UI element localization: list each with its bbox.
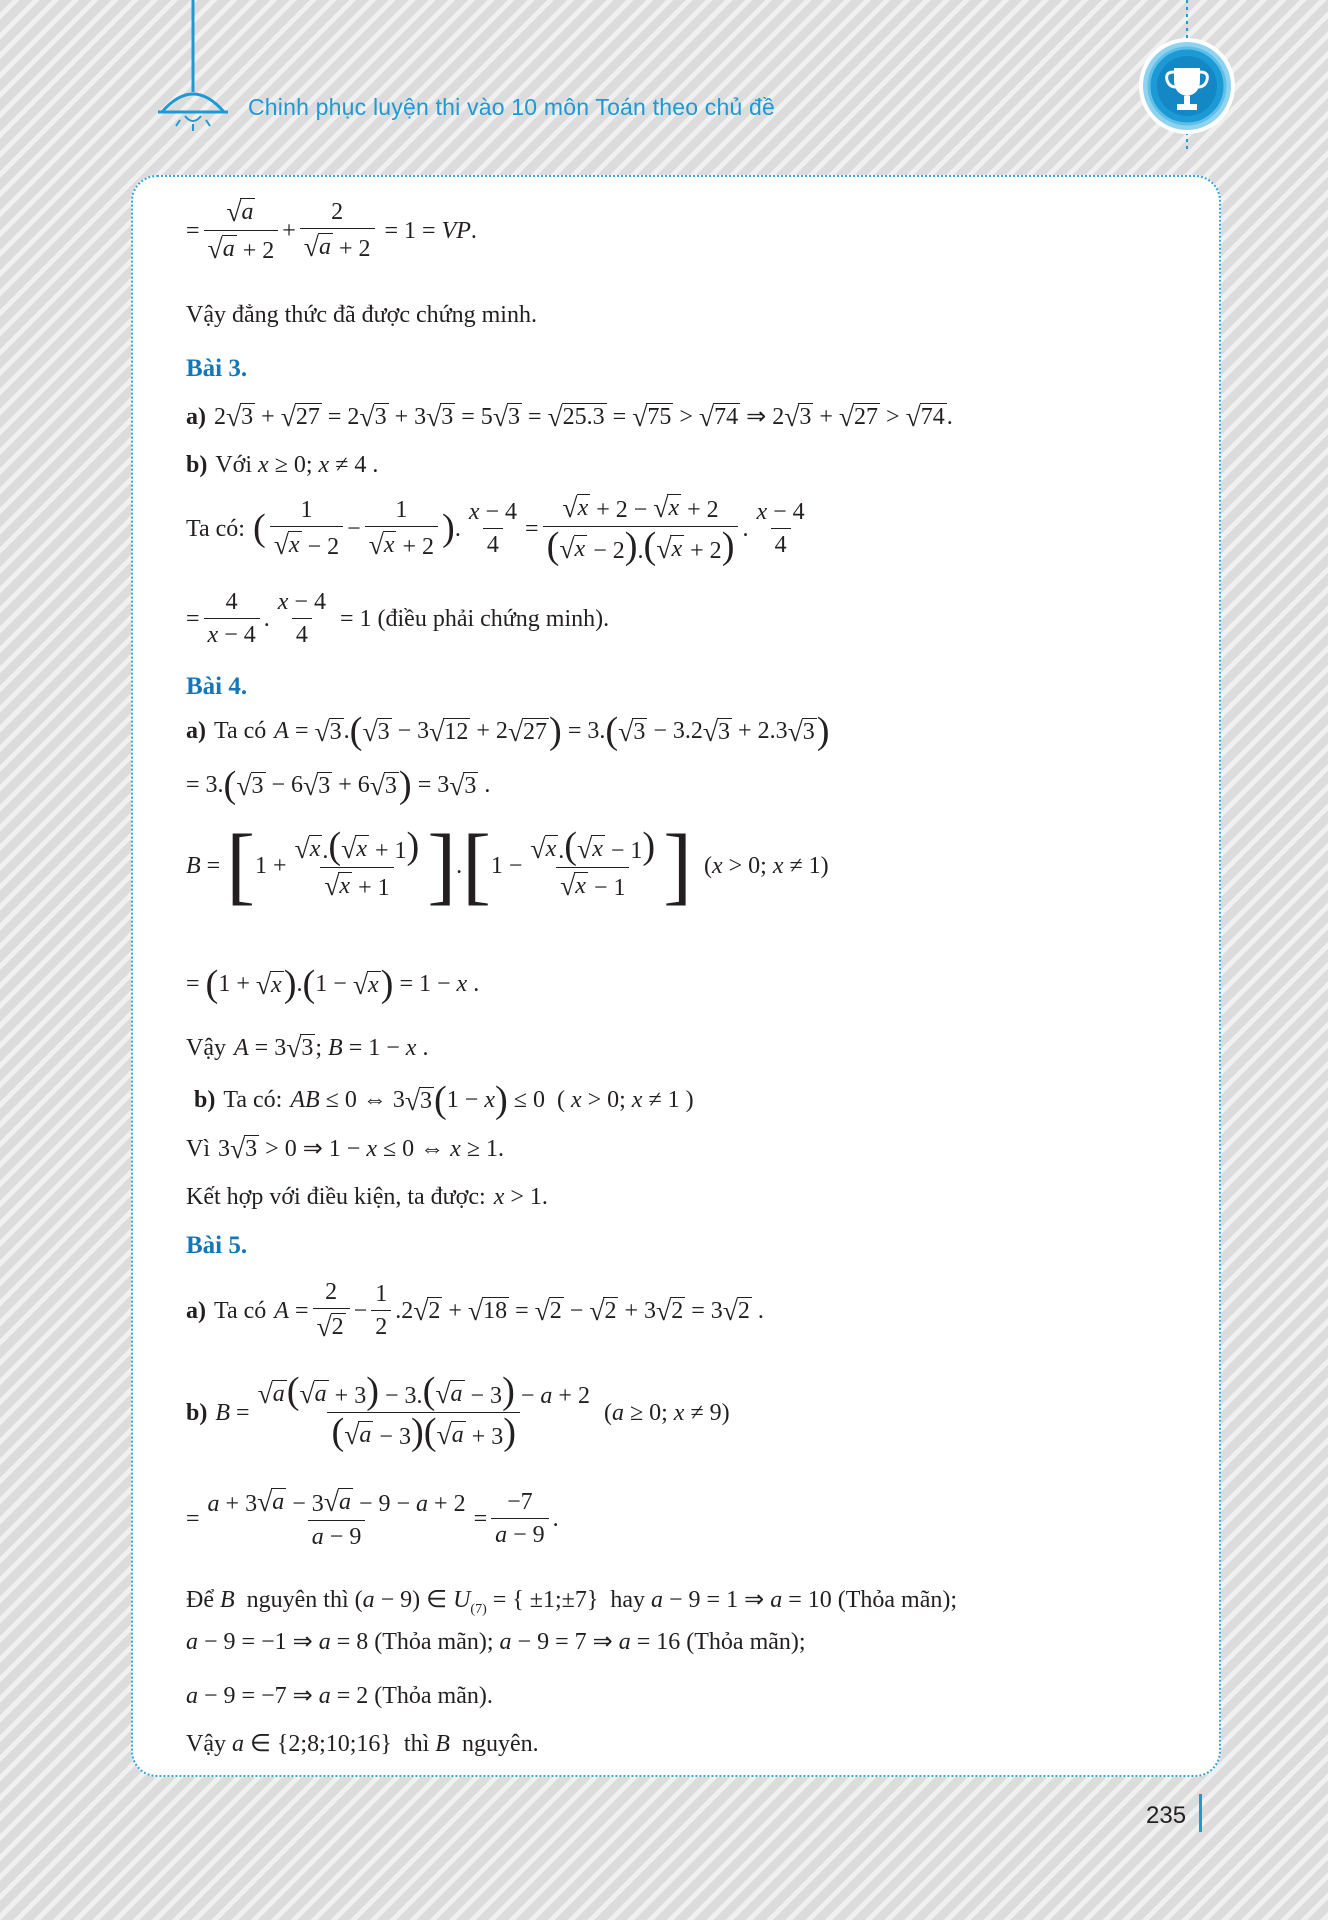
text-line: Kết hợp với điều kiện, ta được: x > 1.	[186, 1184, 548, 1210]
equation-line: = √ a √ a + 2 + 2 √ a + 2 = 1 = VP.	[186, 196, 477, 264]
section-heading-bai-3: Bài 3.	[186, 355, 248, 382]
trophy-icon	[1132, 0, 1242, 150]
equation-line: b) B = √ a ( √ a + 3) − 3.( √ a − 3) − a + 2 ( √ a − 3)( √ a + 3) (a ≥ 0; x ≠ 9)	[186, 1370, 730, 1453]
page-number: 235	[1146, 1802, 1187, 1829]
equation-line: a) 2 √ 3 + √ 27 = 2 √ 3 + 3 √ 3 = 5 √ 3 = √ 25.3 = √ 75 > √ 74 ⇒ 2 √ 3 + √ 27 > √ 74 .	[186, 401, 953, 432]
conclusion-text: Vậy đẳng thức đã được chứng minh.	[186, 302, 537, 328]
text-line: Vậy a ∈ {2;8;10;16} thì B nguyên.	[186, 1731, 539, 1757]
page-number-bar	[1199, 1794, 1202, 1832]
equation-line: = a + 3 √ a − 3 √ a − 9 − a + 2 a − 9 = $\frac{-7}{a - 9}$ .	[186, 1486, 559, 1550]
text-line: Để B nguyên thì (a − 9) ∈ $U_{(7)}$ = { ±1;±7} hay a − 9 = 1 ⇒ a = 10 (Thỏa mãn);	[186, 1587, 958, 1617]
text-line: a − 9 = −7 ⇒ a = 2 (Thỏa mãn).	[186, 1683, 493, 1709]
text-line: Vậy A = 3 √ 3 ; B = 1 − x .	[186, 1032, 429, 1063]
equation-line: b) Ta có: AB ≤ 0 ⇔ 3 √ 3 ( 1 − x ) ≤ 0 ( x > 0; x ≠ 1 )	[194, 1079, 694, 1121]
lamp-icon	[150, 0, 240, 140]
text-line: a − 9 = −1 ⇒ a = 8 (Thỏa mãn); a − 9 = 7 ⇒ a = 16 (Thỏa mãn);	[186, 1629, 806, 1655]
equation-line: Ta có: ( 1 √ x − 2 − 1 √ x + 2 ) . $\frac{x - 4}{4}$ = √ x + 2 − √ x + 2 ( √ x − 2).( √ x + 2) . $\frac{x - 4}{4}$	[186, 492, 805, 567]
header-title: Chinh phục luyện thi vào 10 môn Toán theo chủ đề	[248, 94, 776, 120]
equation-line: = 3. ( √ 3 − 6 √ 3 + 6 √ 3 ) = 3 √ 3 .	[186, 764, 491, 806]
equation-line: = $\frac{4}{x - 4}$ . $\frac{x - 4}{4}$ = 1 (điều phải chứng minh).	[186, 589, 610, 648]
text-line	[186, 303, 537, 327]
equation-line: = ( 1 + √ x ) . ( 1 − √ x ) = 1 − x .	[186, 963, 480, 1005]
section-heading-bai-4: Bài 4.	[186, 673, 248, 700]
equation-line: a) Ta có A = 2 √ 2 − $\frac{1}{2}$ .2 √ 2 + √ 18 = √ 2 − √ 2 + 3 √ 2 = 3 √ 2 .	[186, 1279, 764, 1342]
text-line: b) Với x ≥ 0; x ≠ 4 .	[186, 452, 379, 478]
section-heading-bai-5: Bài 5.	[186, 1232, 248, 1259]
equation-line: a) Ta có A = √ 3 . ( √ 3 − 3 √ 12 + 2 √ 27 ) = 3. ( √ 3 − 3.2 √ 3 + 2.3 √ 3 )	[186, 710, 830, 752]
equation-line: B = [ 1 + √ x .( √ x + 1) √ x + 1 ] . [ 1 − √ x .( √ x − 1) √ x − 1 ] (x > 0; x ≠ 1)	[186, 817, 829, 914]
text-line: Vì 3 √ 3 > 0 ⇒ 1 − x ≤ 0 ⇔ x ≥ 1.	[186, 1133, 504, 1164]
